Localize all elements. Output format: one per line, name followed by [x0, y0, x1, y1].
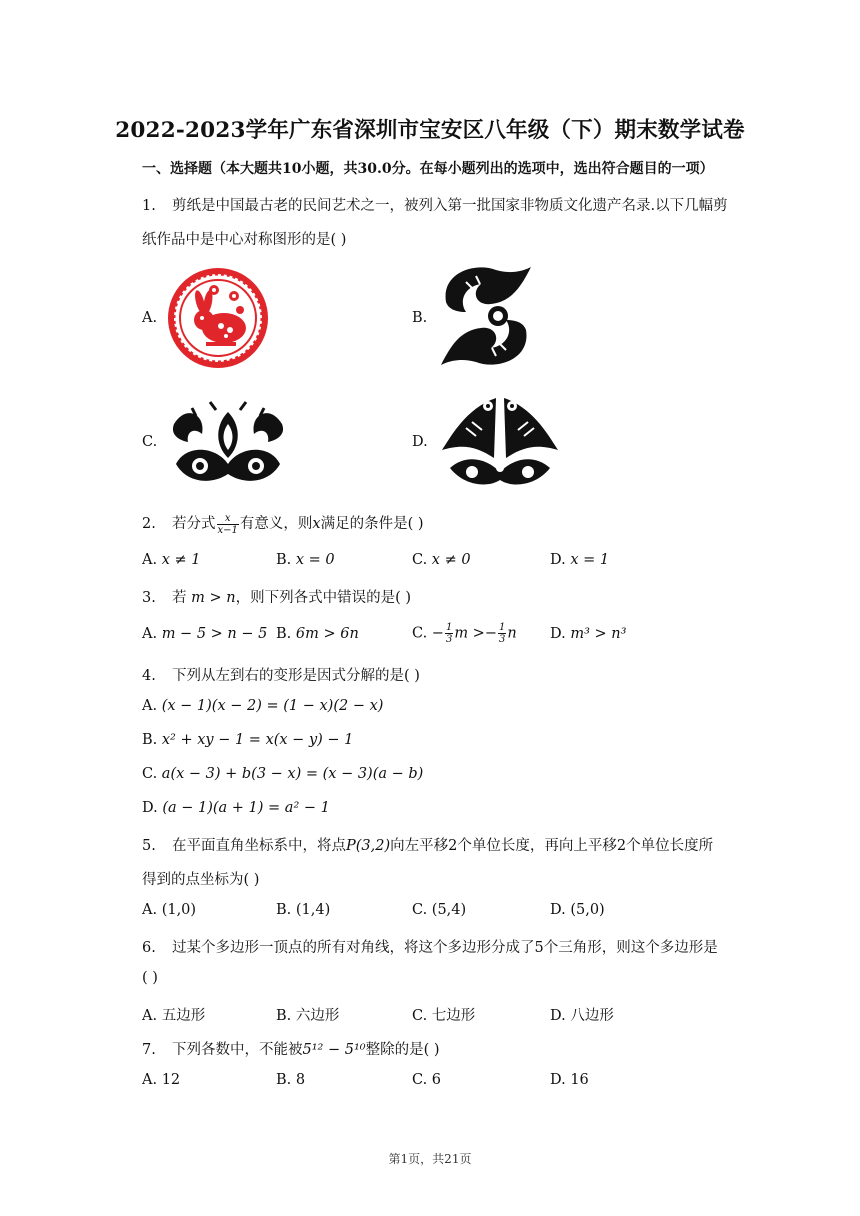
fraction-one-third-a: $\frac{1}{3}$ — [445, 622, 453, 645]
q4-option-d: D. (a − 1)(a + 1) = a² − 1 — [142, 800, 330, 816]
q1-option-c-label: C. — [142, 434, 158, 450]
question-5-line-2: 得到的点坐标为( ) — [142, 872, 260, 888]
q6-option-c: C. 七边形 — [412, 1008, 476, 1024]
q2-option-a: A. x ≠ 1 — [142, 552, 201, 568]
q7-option-b: B. 8 — [276, 1072, 306, 1088]
q3-option-d: D. m³ > n³ — [550, 626, 627, 642]
question-7-stem: 7. 下列各数中，不能被5¹² − 5¹⁰整除的是( ) — [142, 1042, 440, 1058]
q3-option-c: C. − $\frac{1}{3}$ m >− $\frac{1}{3}$ n — [412, 622, 517, 645]
q1-option-a-label: A. — [142, 310, 158, 326]
question-1-line-2: 纸作品中是中心对称图形的是( ) — [142, 232, 347, 248]
q2-option-d: D. x = 1 — [550, 552, 610, 568]
section-heading: 一、选择题（本大题共10小题，共30.0分。在每小题列出的选项中，选出符合题目的一项） — [142, 161, 714, 177]
fish-papercut-image — [436, 388, 564, 496]
q7-option-a: A. 12 — [142, 1072, 181, 1088]
question-6-line-2: ( ) — [142, 970, 158, 986]
page-title: 2022-2023学年广东省深圳市宝安区八年级（下）期末数学试卷 — [115, 118, 745, 143]
q7-option-d: D. 16 — [550, 1072, 589, 1088]
rabbit-papercut-image — [166, 266, 270, 374]
q5-option-d: D. (5,0) — [550, 902, 605, 918]
q5-option-c: C. (5,4) — [412, 902, 467, 918]
q2-option-b: B. x = 0 — [276, 552, 335, 568]
q4-option-c: C. a(x − 3) + b(3 − x) = (x − 3)(a − b) — [142, 766, 424, 782]
q1-option-b-label: B. — [412, 310, 428, 326]
leaf-papercut-image — [436, 262, 536, 374]
q6-option-a: A. 五边形 — [142, 1008, 206, 1024]
fraction-x-over-x-minus-1: $\frac{x}{x-1}$ — [217, 512, 238, 536]
q6-option-d: D. 八边形 — [550, 1008, 614, 1024]
q2-option-c: C. x ≠ 0 — [412, 552, 471, 568]
question-2-stem: 2. 若分式 $\frac{x}{x-1}$ 有意义，则x满足的条件是( ) — [142, 512, 424, 536]
q4-option-a: A. (x − 1)(x − 2) = (1 − x)(2 − x) — [142, 698, 384, 714]
q5-option-b: B. (1,4) — [276, 902, 331, 918]
q6-option-b: B. 六边形 — [276, 1008, 340, 1024]
question-number: 1. — [142, 198, 156, 214]
lotus-papercut-image — [166, 394, 290, 492]
page-footer: 第1页，共21页 — [388, 1152, 472, 1166]
question-5-line-1: 5. 在平面直角坐标系中，将点P(3,2)向左平移2个单位长度，再向上平移2个单位长度所 — [142, 838, 714, 854]
q1-option-d-label: D. — [412, 434, 428, 450]
question-6-line-1: 6. 过某个多边形一顶点的所有对角线，将这个多边形分成了5个三角形，则这个多边形是 — [142, 940, 718, 956]
question-1-line-1: 1. 剪纸是中国最古老的民间艺术之一，被列入第一批国家非物质文化遗产名录.以下几幅剪 — [142, 198, 728, 214]
q7-option-c: C. 6 — [412, 1072, 442, 1088]
question-4-stem: 4. 下列从左到右的变形是因式分解的是( ) — [142, 668, 420, 684]
q3-option-b: B. 6m > 6n — [276, 626, 359, 642]
q3-option-a: A. m − 5 > n − 5 — [142, 626, 268, 642]
q4-option-b: B. x² + xy − 1 = x(x − y) − 1 — [142, 732, 354, 748]
question-3-stem: 3. 若 m > n，则下列各式中错误的是( ) — [142, 590, 412, 606]
fraction-one-third-b: $\frac{1}{3}$ — [499, 622, 506, 645]
q5-option-a: A. (1,0) — [142, 902, 197, 918]
